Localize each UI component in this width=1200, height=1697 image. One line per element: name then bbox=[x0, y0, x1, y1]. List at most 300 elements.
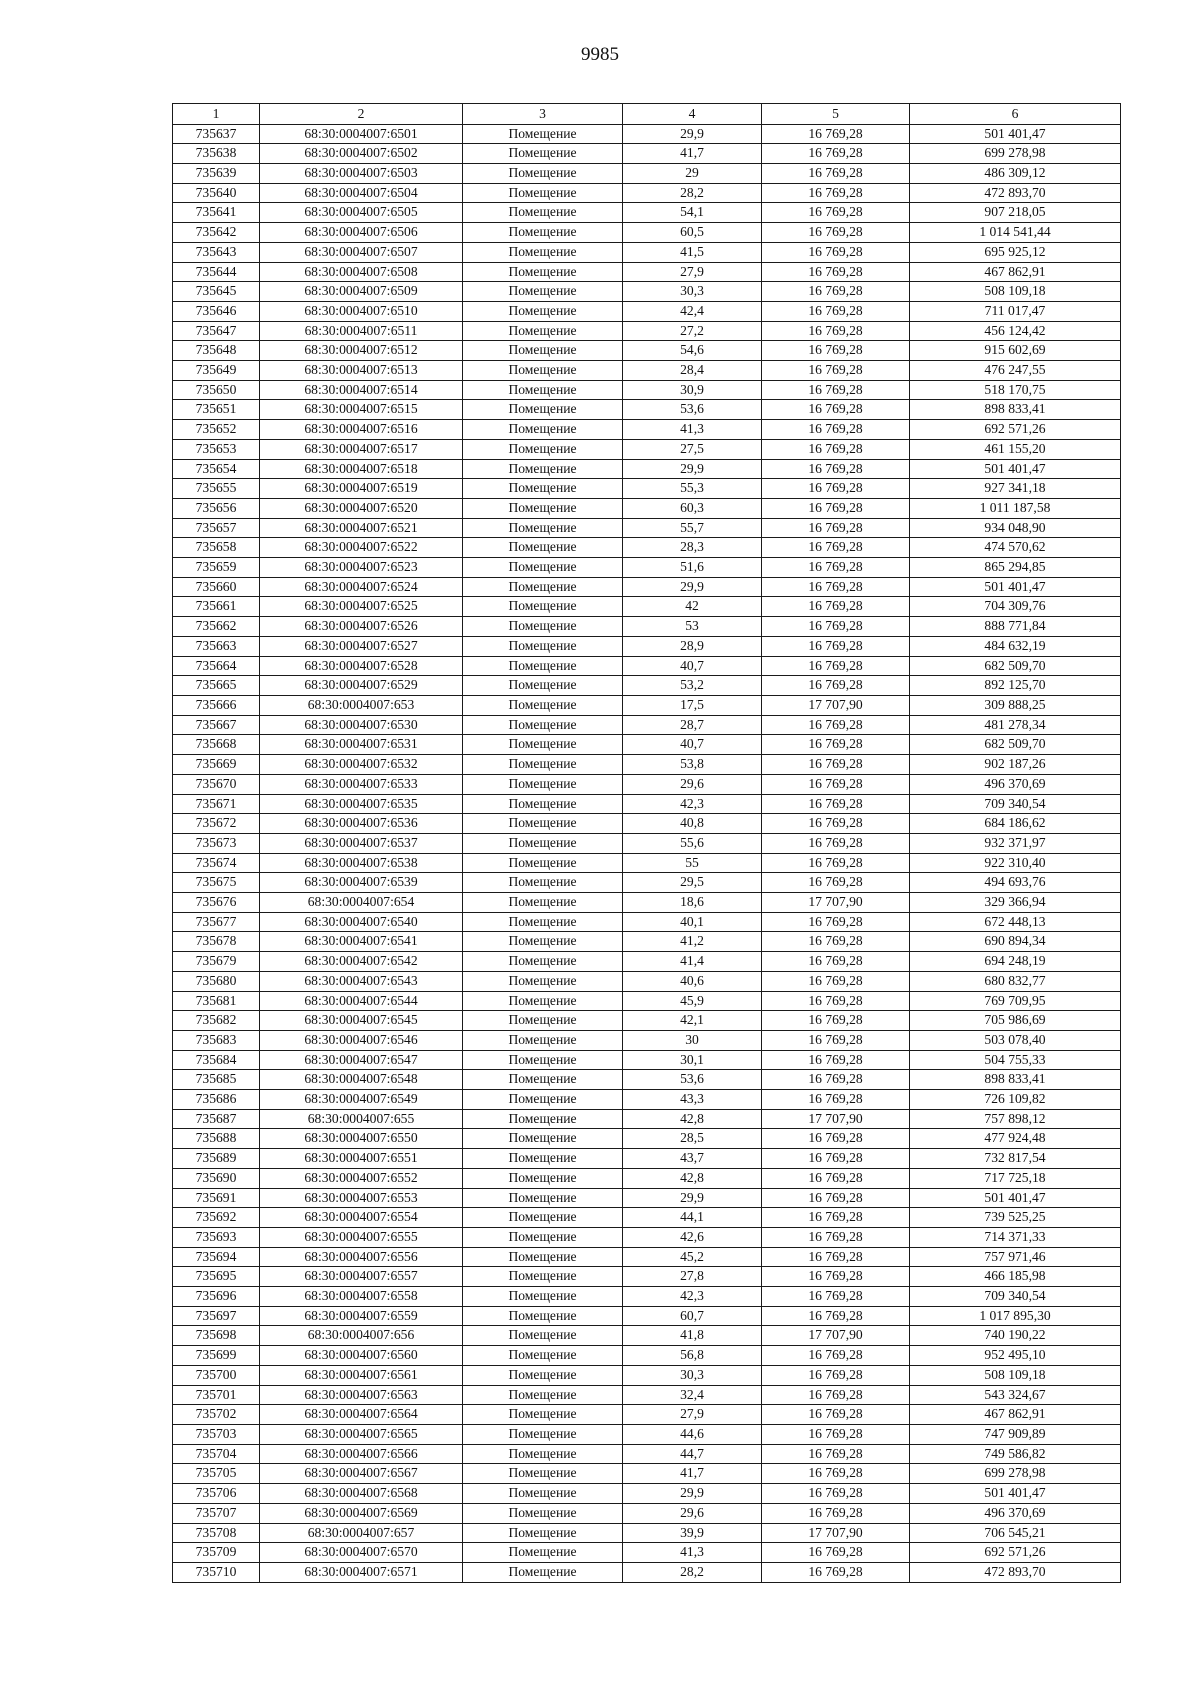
area-cell: 29,9 bbox=[623, 1188, 762, 1208]
table-row bbox=[173, 814, 1121, 834]
row-number-cell: 735672 bbox=[173, 814, 260, 834]
table-row bbox=[173, 183, 1121, 203]
object-type-cell: Помещение bbox=[463, 223, 623, 243]
table-row bbox=[173, 538, 1121, 558]
row-number-cell: 735683 bbox=[173, 1030, 260, 1050]
unit-value-cell: 16 769,28 bbox=[762, 164, 910, 184]
table-header-row bbox=[173, 104, 1121, 125]
object-type-cell: Помещение bbox=[463, 361, 623, 381]
cadastral-value-cell: 922 310,40 bbox=[910, 853, 1121, 873]
unit-value-cell: 16 769,28 bbox=[762, 1030, 910, 1050]
object-type-cell: Помещение bbox=[463, 1247, 623, 1267]
row-number-cell: 735700 bbox=[173, 1365, 260, 1385]
unit-value-cell: 16 769,28 bbox=[762, 558, 910, 578]
column-header-6: 6 bbox=[910, 104, 1121, 125]
unit-value-cell: 17 707,90 bbox=[762, 695, 910, 715]
area-cell: 30,3 bbox=[623, 282, 762, 302]
unit-value-cell: 16 769,28 bbox=[762, 1090, 910, 1110]
row-number-cell: 735654 bbox=[173, 459, 260, 479]
area-cell: 30 bbox=[623, 1030, 762, 1050]
unit-value-cell: 16 769,28 bbox=[762, 183, 910, 203]
cadastral-number-cell: 68:30:0004007:6545 bbox=[260, 1011, 463, 1031]
row-number-cell: 735695 bbox=[173, 1267, 260, 1287]
row-number-cell: 735691 bbox=[173, 1188, 260, 1208]
cadastral-number-cell: 68:30:0004007:6564 bbox=[260, 1405, 463, 1425]
area-cell: 54,6 bbox=[623, 341, 762, 361]
table-row bbox=[173, 1227, 1121, 1247]
area-cell: 27,2 bbox=[623, 321, 762, 341]
row-number-cell: 735698 bbox=[173, 1326, 260, 1346]
table-row bbox=[173, 735, 1121, 755]
area-cell: 40,7 bbox=[623, 735, 762, 755]
object-type-cell: Помещение bbox=[463, 479, 623, 499]
cadastral-value-cell: 494 693,76 bbox=[910, 873, 1121, 893]
row-number-cell: 735686 bbox=[173, 1090, 260, 1110]
row-number-cell: 735701 bbox=[173, 1385, 260, 1405]
cadastral-value-cell: 329 366,94 bbox=[910, 893, 1121, 913]
area-cell: 28,2 bbox=[623, 1562, 762, 1582]
area-cell: 40,6 bbox=[623, 971, 762, 991]
object-type-cell: Помещение bbox=[463, 1562, 623, 1582]
cadastral-number-cell: 68:30:0004007:6530 bbox=[260, 715, 463, 735]
cadastral-value-cell: 769 709,95 bbox=[910, 991, 1121, 1011]
area-cell: 60,5 bbox=[623, 223, 762, 243]
area-cell: 55,6 bbox=[623, 833, 762, 853]
table-row bbox=[173, 459, 1121, 479]
unit-value-cell: 17 707,90 bbox=[762, 1109, 910, 1129]
row-number-cell: 735677 bbox=[173, 912, 260, 932]
area-cell: 60,7 bbox=[623, 1306, 762, 1326]
cadastral-number-cell: 68:30:0004007:6518 bbox=[260, 459, 463, 479]
cadastral-number-cell: 68:30:0004007:6504 bbox=[260, 183, 463, 203]
area-cell: 43,3 bbox=[623, 1090, 762, 1110]
row-number-cell: 735647 bbox=[173, 321, 260, 341]
area-cell: 32,4 bbox=[623, 1385, 762, 1405]
cadastral-number-cell: 68:30:0004007:6502 bbox=[260, 144, 463, 164]
area-cell: 53,8 bbox=[623, 755, 762, 775]
unit-value-cell: 16 769,28 bbox=[762, 1385, 910, 1405]
cadastral-value-cell: 684 186,62 bbox=[910, 814, 1121, 834]
cadastral-number-cell: 68:30:0004007:6553 bbox=[260, 1188, 463, 1208]
area-cell: 55,3 bbox=[623, 479, 762, 499]
cadastral-value-cell: 466 185,98 bbox=[910, 1267, 1121, 1287]
cadastral-number-cell: 68:30:0004007:6521 bbox=[260, 518, 463, 538]
table-row bbox=[173, 321, 1121, 341]
row-number-cell: 735639 bbox=[173, 164, 260, 184]
cadastral-value-cell: 501 401,47 bbox=[910, 124, 1121, 144]
area-cell: 29,9 bbox=[623, 459, 762, 479]
row-number-cell: 735638 bbox=[173, 144, 260, 164]
cadastral-number-cell: 68:30:0004007:6527 bbox=[260, 636, 463, 656]
cadastral-number-cell: 68:30:0004007:6552 bbox=[260, 1168, 463, 1188]
unit-value-cell: 16 769,28 bbox=[762, 282, 910, 302]
cadastral-value-cell: 717 725,18 bbox=[910, 1168, 1121, 1188]
object-type-cell: Помещение bbox=[463, 1011, 623, 1031]
object-type-cell: Помещение bbox=[463, 952, 623, 972]
area-cell: 42 bbox=[623, 597, 762, 617]
row-number-cell: 735704 bbox=[173, 1444, 260, 1464]
unit-value-cell: 16 769,28 bbox=[762, 361, 910, 381]
area-cell: 54,1 bbox=[623, 203, 762, 223]
area-cell: 39,9 bbox=[623, 1523, 762, 1543]
table-row bbox=[173, 774, 1121, 794]
unit-value-cell: 16 769,28 bbox=[762, 676, 910, 696]
cadastral-number-cell: 68:30:0004007:6516 bbox=[260, 420, 463, 440]
table-row bbox=[173, 1247, 1121, 1267]
table-row bbox=[173, 1149, 1121, 1169]
object-type-cell: Помещение bbox=[463, 617, 623, 637]
unit-value-cell: 16 769,28 bbox=[762, 420, 910, 440]
area-cell: 41,8 bbox=[623, 1326, 762, 1346]
row-number-cell: 735684 bbox=[173, 1050, 260, 1070]
row-number-cell: 735659 bbox=[173, 558, 260, 578]
cadastral-value-cell: 476 247,55 bbox=[910, 361, 1121, 381]
row-number-cell: 735688 bbox=[173, 1129, 260, 1149]
cadastral-number-cell: 68:30:0004007:6511 bbox=[260, 321, 463, 341]
column-header-2: 2 bbox=[260, 104, 463, 125]
cadastral-number-cell: 68:30:0004007:6517 bbox=[260, 439, 463, 459]
unit-value-cell: 16 769,28 bbox=[762, 1227, 910, 1247]
area-cell: 42,8 bbox=[623, 1109, 762, 1129]
unit-value-cell: 16 769,28 bbox=[762, 1050, 910, 1070]
cadastral-value-cell: 472 893,70 bbox=[910, 183, 1121, 203]
table-row bbox=[173, 124, 1121, 144]
cadastral-value-cell: 504 755,33 bbox=[910, 1050, 1121, 1070]
row-number-cell: 735706 bbox=[173, 1484, 260, 1504]
cadastral-number-cell: 68:30:0004007:6507 bbox=[260, 242, 463, 262]
cadastral-value-cell: 501 401,47 bbox=[910, 1188, 1121, 1208]
cadastral-value-cell: 481 278,34 bbox=[910, 715, 1121, 735]
cadastral-number-cell: 68:30:0004007:6555 bbox=[260, 1227, 463, 1247]
table-row bbox=[173, 1208, 1121, 1228]
object-type-cell: Помещение bbox=[463, 1464, 623, 1484]
area-cell: 27,5 bbox=[623, 439, 762, 459]
cadastral-number-cell: 68:30:0004007:6569 bbox=[260, 1503, 463, 1523]
row-number-cell: 735689 bbox=[173, 1149, 260, 1169]
unit-value-cell: 16 769,28 bbox=[762, 1287, 910, 1307]
object-type-cell: Помещение bbox=[463, 577, 623, 597]
cadastral-value-cell: 467 862,91 bbox=[910, 262, 1121, 282]
area-cell: 42,4 bbox=[623, 301, 762, 321]
cadastral-number-cell: 68:30:0004007:6542 bbox=[260, 952, 463, 972]
unit-value-cell: 16 769,28 bbox=[762, 400, 910, 420]
cadastral-value-cell: 456 124,42 bbox=[910, 321, 1121, 341]
cadastral-value-cell: 709 340,54 bbox=[910, 794, 1121, 814]
row-number-cell: 735671 bbox=[173, 794, 260, 814]
area-cell: 30,9 bbox=[623, 380, 762, 400]
cadastral-value-cell: 496 370,69 bbox=[910, 1503, 1121, 1523]
object-type-cell: Помещение bbox=[463, 695, 623, 715]
unit-value-cell: 16 769,28 bbox=[762, 1129, 910, 1149]
object-type-cell: Помещение bbox=[463, 1109, 623, 1129]
object-type-cell: Помещение bbox=[463, 164, 623, 184]
cadastral-value-cell: 952 495,10 bbox=[910, 1346, 1121, 1366]
table-row bbox=[173, 420, 1121, 440]
table-row bbox=[173, 1267, 1121, 1287]
table-row bbox=[173, 1188, 1121, 1208]
area-cell: 44,7 bbox=[623, 1444, 762, 1464]
row-number-cell: 735685 bbox=[173, 1070, 260, 1090]
object-type-cell: Помещение bbox=[463, 1188, 623, 1208]
row-number-cell: 735650 bbox=[173, 380, 260, 400]
row-number-cell: 735656 bbox=[173, 498, 260, 518]
table-row bbox=[173, 1050, 1121, 1070]
unit-value-cell: 16 769,28 bbox=[762, 321, 910, 341]
area-cell: 60,3 bbox=[623, 498, 762, 518]
row-number-cell: 735682 bbox=[173, 1011, 260, 1031]
object-type-cell: Помещение bbox=[463, 301, 623, 321]
cadastral-number-cell: 68:30:0004007:653 bbox=[260, 695, 463, 715]
table-row bbox=[173, 203, 1121, 223]
cadastral-number-cell: 68:30:0004007:6523 bbox=[260, 558, 463, 578]
area-cell: 29,6 bbox=[623, 1503, 762, 1523]
column-header-5: 5 bbox=[762, 104, 910, 125]
table-row bbox=[173, 1503, 1121, 1523]
cadastral-number-cell: 68:30:0004007:6570 bbox=[260, 1543, 463, 1563]
row-number-cell: 735664 bbox=[173, 656, 260, 676]
cadastral-number-cell: 68:30:0004007:6512 bbox=[260, 341, 463, 361]
table-row bbox=[173, 1405, 1121, 1425]
object-type-cell: Помещение bbox=[463, 1503, 623, 1523]
unit-value-cell: 16 769,28 bbox=[762, 518, 910, 538]
cadastral-number-cell: 68:30:0004007:6567 bbox=[260, 1464, 463, 1484]
cadastral-value-cell: 680 832,77 bbox=[910, 971, 1121, 991]
row-number-cell: 735660 bbox=[173, 577, 260, 597]
unit-value-cell: 16 769,28 bbox=[762, 459, 910, 479]
row-number-cell: 735707 bbox=[173, 1503, 260, 1523]
cadastral-number-cell: 68:30:0004007:656 bbox=[260, 1326, 463, 1346]
unit-value-cell: 16 769,28 bbox=[762, 439, 910, 459]
row-number-cell: 735665 bbox=[173, 676, 260, 696]
table-row bbox=[173, 1385, 1121, 1405]
unit-value-cell: 16 769,28 bbox=[762, 1247, 910, 1267]
row-number-cell: 735709 bbox=[173, 1543, 260, 1563]
area-cell: 29,9 bbox=[623, 1484, 762, 1504]
object-type-cell: Помещение bbox=[463, 1070, 623, 1090]
cadastral-number-cell: 68:30:0004007:6508 bbox=[260, 262, 463, 282]
unit-value-cell: 16 769,28 bbox=[762, 735, 910, 755]
area-cell: 51,6 bbox=[623, 558, 762, 578]
area-cell: 41,5 bbox=[623, 242, 762, 262]
table-row bbox=[173, 1030, 1121, 1050]
table-row bbox=[173, 1011, 1121, 1031]
object-type-cell: Помещение bbox=[463, 1444, 623, 1464]
table-row bbox=[173, 833, 1121, 853]
table-row bbox=[173, 558, 1121, 578]
page-number: 9985 bbox=[581, 44, 619, 65]
cadastral-number-cell: 68:30:0004007:6510 bbox=[260, 301, 463, 321]
cadastral-number-cell: 68:30:0004007:6515 bbox=[260, 400, 463, 420]
row-number-cell: 735696 bbox=[173, 1287, 260, 1307]
unit-value-cell: 16 769,28 bbox=[762, 1425, 910, 1445]
column-header-4: 4 bbox=[623, 104, 762, 125]
area-cell: 28,9 bbox=[623, 636, 762, 656]
table-row bbox=[173, 400, 1121, 420]
row-number-cell: 735642 bbox=[173, 223, 260, 243]
unit-value-cell: 16 769,28 bbox=[762, 656, 910, 676]
object-type-cell: Помещение bbox=[463, 833, 623, 853]
cadastral-number-cell: 68:30:0004007:6513 bbox=[260, 361, 463, 381]
object-type-cell: Помещение bbox=[463, 538, 623, 558]
cadastral-number-cell: 68:30:0004007:6514 bbox=[260, 380, 463, 400]
cadastral-number-cell: 68:30:0004007:6525 bbox=[260, 597, 463, 617]
cadastral-value-cell: 706 545,21 bbox=[910, 1523, 1121, 1543]
object-type-cell: Помещение bbox=[463, 1543, 623, 1563]
cadastral-number-cell: 68:30:0004007:6561 bbox=[260, 1365, 463, 1385]
area-cell: 18,6 bbox=[623, 893, 762, 913]
table-row bbox=[173, 1523, 1121, 1543]
unit-value-cell: 16 769,28 bbox=[762, 1188, 910, 1208]
cadastral-number-cell: 68:30:0004007:6547 bbox=[260, 1050, 463, 1070]
object-type-cell: Помещение bbox=[463, 1523, 623, 1543]
area-cell: 42,1 bbox=[623, 1011, 762, 1031]
cadastral-number-cell: 68:30:0004007:6548 bbox=[260, 1070, 463, 1090]
cadastral-value-cell: 682 509,70 bbox=[910, 735, 1121, 755]
cadastral-value-cell: 699 278,98 bbox=[910, 144, 1121, 164]
object-type-cell: Помещение bbox=[463, 676, 623, 696]
unit-value-cell: 16 769,28 bbox=[762, 498, 910, 518]
cadastral-number-cell: 68:30:0004007:6566 bbox=[260, 1444, 463, 1464]
table-row bbox=[173, 1129, 1121, 1149]
unit-value-cell: 16 769,28 bbox=[762, 636, 910, 656]
cadastral-value-cell: 690 894,34 bbox=[910, 932, 1121, 952]
unit-value-cell: 16 769,28 bbox=[762, 1365, 910, 1385]
cadastral-number-cell: 68:30:0004007:6560 bbox=[260, 1346, 463, 1366]
cadastral-number-cell: 68:30:0004007:6538 bbox=[260, 853, 463, 873]
unit-value-cell: 16 769,28 bbox=[762, 912, 910, 932]
table-row bbox=[173, 676, 1121, 696]
table-row bbox=[173, 853, 1121, 873]
cadastral-value-cell: 501 401,47 bbox=[910, 577, 1121, 597]
cadastral-number-cell: 68:30:0004007:6556 bbox=[260, 1247, 463, 1267]
unit-value-cell: 16 769,28 bbox=[762, 380, 910, 400]
cadastral-value-cell: 749 586,82 bbox=[910, 1444, 1121, 1464]
table-row bbox=[173, 301, 1121, 321]
cadastral-number-cell: 68:30:0004007:6543 bbox=[260, 971, 463, 991]
row-number-cell: 735637 bbox=[173, 124, 260, 144]
cadastral-value-cell: 739 525,25 bbox=[910, 1208, 1121, 1228]
area-cell: 30,1 bbox=[623, 1050, 762, 1070]
table-body bbox=[173, 124, 1121, 1582]
table-row bbox=[173, 498, 1121, 518]
cadastral-value-cell: 694 248,19 bbox=[910, 952, 1121, 972]
cadastral-number-cell: 68:30:0004007:654 bbox=[260, 893, 463, 913]
area-cell: 27,8 bbox=[623, 1267, 762, 1287]
area-cell: 45,2 bbox=[623, 1247, 762, 1267]
table-row bbox=[173, 695, 1121, 715]
cadastral-value-cell: 501 401,47 bbox=[910, 459, 1121, 479]
row-number-cell: 735644 bbox=[173, 262, 260, 282]
cadastral-number-cell: 68:30:0004007:6526 bbox=[260, 617, 463, 637]
object-type-cell: Помещение bbox=[463, 341, 623, 361]
cadastral-value-cell: 898 833,41 bbox=[910, 1070, 1121, 1090]
cadastral-value-cell: 888 771,84 bbox=[910, 617, 1121, 637]
area-cell: 41,3 bbox=[623, 1543, 762, 1563]
table-row bbox=[173, 873, 1121, 893]
unit-value-cell: 16 769,28 bbox=[762, 853, 910, 873]
cadastral-value-cell: 508 109,18 bbox=[910, 1365, 1121, 1385]
unit-value-cell: 16 769,28 bbox=[762, 262, 910, 282]
area-cell: 55,7 bbox=[623, 518, 762, 538]
row-number-cell: 735641 bbox=[173, 203, 260, 223]
cadastral-number-cell: 68:30:0004007:6541 bbox=[260, 932, 463, 952]
object-type-cell: Помещение bbox=[463, 715, 623, 735]
cadastral-value-cell: 503 078,40 bbox=[910, 1030, 1121, 1050]
unit-value-cell: 16 769,28 bbox=[762, 1503, 910, 1523]
row-number-cell: 735670 bbox=[173, 774, 260, 794]
object-type-cell: Помещение bbox=[463, 124, 623, 144]
cadastral-number-cell: 68:30:0004007:6551 bbox=[260, 1149, 463, 1169]
cadastral-value-cell: 704 309,76 bbox=[910, 597, 1121, 617]
object-type-cell: Помещение bbox=[463, 144, 623, 164]
area-cell: 29,9 bbox=[623, 124, 762, 144]
object-type-cell: Помещение bbox=[463, 558, 623, 578]
table-row bbox=[173, 361, 1121, 381]
cadastral-number-cell: 68:30:0004007:6529 bbox=[260, 676, 463, 696]
cadastral-number-cell: 68:30:0004007:6537 bbox=[260, 833, 463, 853]
object-type-cell: Помещение bbox=[463, 380, 623, 400]
object-type-cell: Помещение bbox=[463, 518, 623, 538]
unit-value-cell: 16 769,28 bbox=[762, 242, 910, 262]
unit-value-cell: 16 769,28 bbox=[762, 1267, 910, 1287]
object-type-cell: Помещение bbox=[463, 774, 623, 794]
table-row bbox=[173, 617, 1121, 637]
object-type-cell: Помещение bbox=[463, 597, 623, 617]
unit-value-cell: 16 769,28 bbox=[762, 479, 910, 499]
object-type-cell: Помещение bbox=[463, 183, 623, 203]
area-cell: 41,2 bbox=[623, 932, 762, 952]
unit-value-cell: 16 769,28 bbox=[762, 794, 910, 814]
object-type-cell: Помещение bbox=[463, 912, 623, 932]
object-type-cell: Помещение bbox=[463, 1425, 623, 1445]
object-type-cell: Помещение bbox=[463, 814, 623, 834]
object-type-cell: Помещение bbox=[463, 1208, 623, 1228]
cadastral-value-cell: 927 341,18 bbox=[910, 479, 1121, 499]
table-row bbox=[173, 952, 1121, 972]
area-cell: 40,7 bbox=[623, 656, 762, 676]
row-number-cell: 735687 bbox=[173, 1109, 260, 1129]
table-row bbox=[173, 1168, 1121, 1188]
table-row bbox=[173, 1365, 1121, 1385]
object-type-cell: Помещение bbox=[463, 893, 623, 913]
cadastral-number-cell: 68:30:0004007:6531 bbox=[260, 735, 463, 755]
object-type-cell: Помещение bbox=[463, 400, 623, 420]
unit-value-cell: 16 769,28 bbox=[762, 538, 910, 558]
unit-value-cell: 16 769,28 bbox=[762, 1168, 910, 1188]
unit-value-cell: 16 769,28 bbox=[762, 144, 910, 164]
cadastral-number-cell: 68:30:0004007:6532 bbox=[260, 755, 463, 775]
object-type-cell: Помещение bbox=[463, 1385, 623, 1405]
unit-value-cell: 17 707,90 bbox=[762, 893, 910, 913]
row-number-cell: 735643 bbox=[173, 242, 260, 262]
row-number-cell: 735681 bbox=[173, 991, 260, 1011]
row-number-cell: 735669 bbox=[173, 755, 260, 775]
object-type-cell: Помещение bbox=[463, 1129, 623, 1149]
object-type-cell: Помещение bbox=[463, 1050, 623, 1070]
unit-value-cell: 16 769,28 bbox=[762, 774, 910, 794]
cadastral-value-cell: 907 218,05 bbox=[910, 203, 1121, 223]
row-number-cell: 735710 bbox=[173, 1562, 260, 1582]
cadastral-value-cell: 496 370,69 bbox=[910, 774, 1121, 794]
object-type-cell: Помещение bbox=[463, 1484, 623, 1504]
table-row bbox=[173, 1444, 1121, 1464]
area-cell: 27,9 bbox=[623, 1405, 762, 1425]
row-number-cell: 735651 bbox=[173, 400, 260, 420]
row-number-cell: 735679 bbox=[173, 952, 260, 972]
unit-value-cell: 16 769,28 bbox=[762, 1405, 910, 1425]
row-number-cell: 735646 bbox=[173, 301, 260, 321]
cadastral-value-cell: 474 570,62 bbox=[910, 538, 1121, 558]
